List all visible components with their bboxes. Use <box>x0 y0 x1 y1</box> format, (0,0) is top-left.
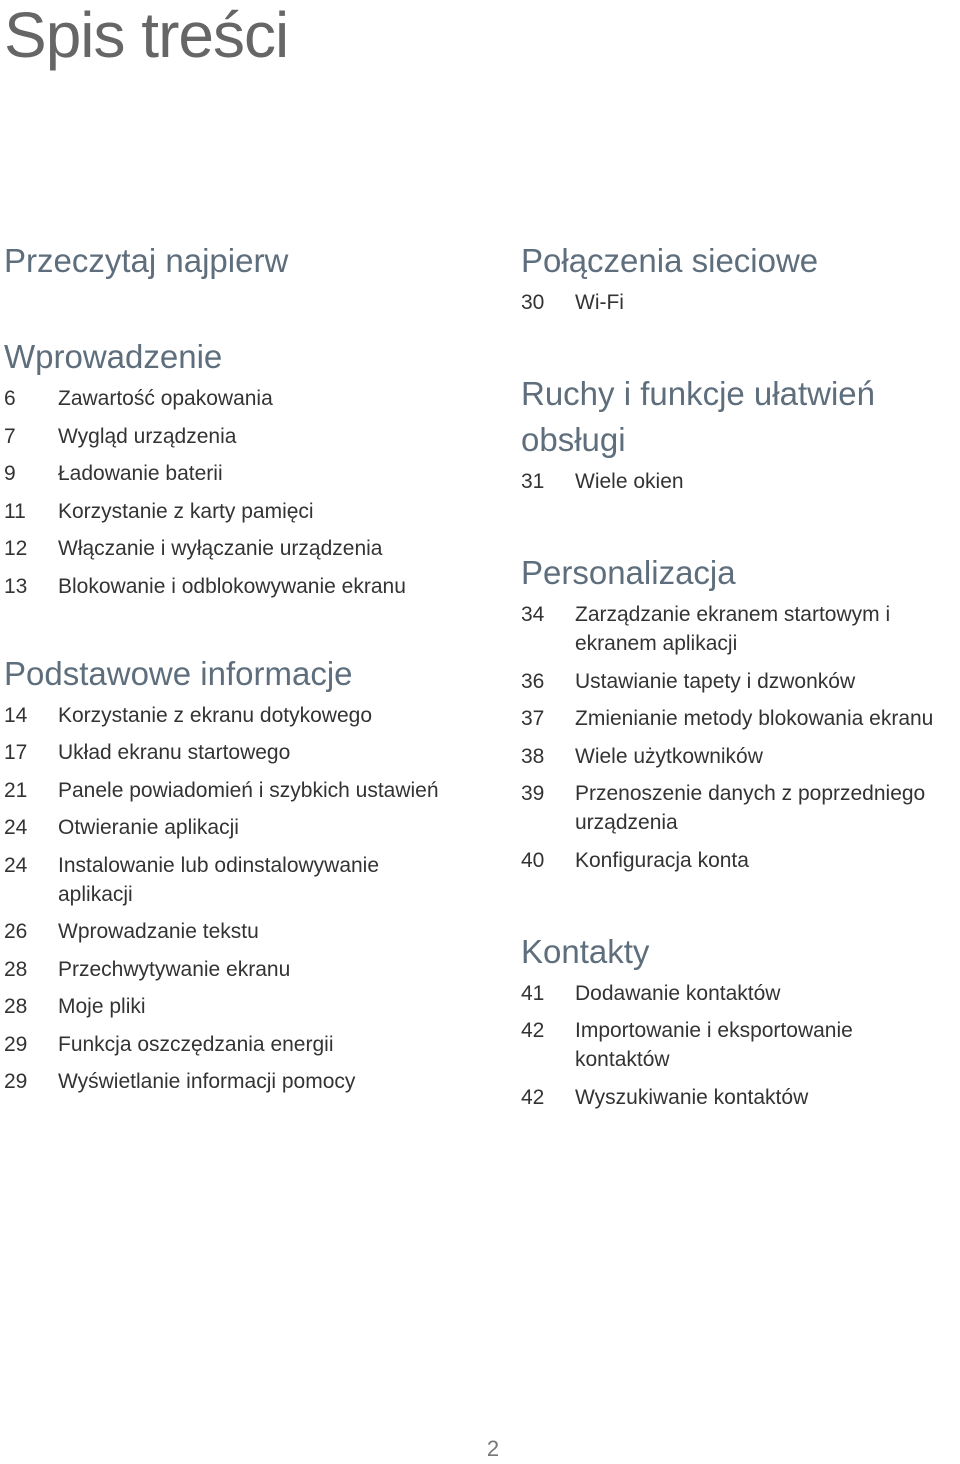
toc-entry[interactable] <box>4 1030 474 1059</box>
toc-entry-title: Wiele użytkowników <box>575 744 763 768</box>
toc-entry[interactable] <box>521 1016 901 1074</box>
toc-entry-title: Dodawanie kontaktów <box>575 981 781 1005</box>
toc-entry[interactable] <box>4 1067 474 1096</box>
toc-entry-title: Przechwytywanie ekranu <box>58 957 291 981</box>
toc-entry[interactable] <box>521 667 960 696</box>
toc-entry-title: Panele powiadomień i szybkich ustawień <box>58 778 439 802</box>
toc-entry-page: 40 <box>521 848 545 872</box>
toc-entry-title: Układ ekranu startowego <box>58 741 291 764</box>
toc-entry-title: Zarządzanie ekranem startowym i ekranem aplikacji <box>575 603 891 655</box>
toc-entry[interactable] <box>4 992 474 1021</box>
toc-entry[interactable] <box>4 534 474 563</box>
toc-entry[interactable] <box>521 779 960 837</box>
toc-entry-title: Instalowanie lub odinstalowywanie aplikacji <box>58 853 380 906</box>
toc-entry-page: 39 <box>521 782 545 805</box>
toc-entry-list <box>521 467 960 496</box>
toc-entry[interactable] <box>521 704 960 733</box>
toc-entry-page: 34 <box>521 603 545 626</box>
toc-entry-page: 12 <box>4 537 28 560</box>
toc-entry-title: Wyświetlanie informacji pomocy <box>58 1070 356 1093</box>
toc-entry[interactable] <box>521 742 960 771</box>
toc-entry-title: Wyszukiwanie kontaktów <box>575 1085 809 1109</box>
toc-entry-title: Zmienianie metody blokowania ekranu <box>575 707 934 730</box>
toc-entry[interactable] <box>4 384 474 413</box>
toc-section-ruchy <box>521 371 960 496</box>
toc-entry-title: Blokowanie i odblokowywanie ekranu <box>58 574 406 598</box>
toc-entry-title: Wygląd urządzenia <box>58 424 237 448</box>
toc-section-polaczenia <box>521 238 960 317</box>
toc-entry[interactable] <box>4 497 474 526</box>
toc-entry[interactable] <box>4 851 424 909</box>
toc-entry-page: 30 <box>521 291 545 314</box>
toc-entry-page: 37 <box>521 707 545 730</box>
toc-entry-title: Funkcja oszczędzania energii <box>58 1032 334 1056</box>
toc-section-podstawowe <box>4 651 474 1097</box>
toc-entry-page: 31 <box>521 470 545 493</box>
toc-entry[interactable] <box>4 813 474 842</box>
toc-entry[interactable] <box>4 955 474 984</box>
section-heading[interactable]: Ruchy i funkcje ułatwień obsługi <box>521 375 876 458</box>
toc-entry[interactable] <box>4 422 474 451</box>
toc-entry-title: Ładowanie baterii <box>58 462 223 485</box>
section-heading[interactable]: Wprowadzenie <box>4 338 223 375</box>
toc-entry-title: Włączanie i wyłączanie urządzenia <box>58 537 383 560</box>
toc-section-przeczytaj <box>4 238 474 284</box>
toc-entry-page: 38 <box>521 744 545 768</box>
toc-entry-list <box>4 384 474 601</box>
toc-left-column <box>4 238 474 1105</box>
toc-entry[interactable] <box>521 846 960 875</box>
toc-entry-title: Ustawianie tapety i dzwonków <box>575 669 856 693</box>
toc-entry-title: Korzystanie z ekranu dotykowego <box>58 703 373 727</box>
toc-entry-page: 28 <box>4 995 28 1018</box>
toc-entry-page: 13 <box>4 574 28 598</box>
toc-entry[interactable] <box>4 917 474 946</box>
toc-entry-page: 28 <box>4 957 28 981</box>
toc-entry-page: 24 <box>4 816 28 839</box>
toc-entry-title: Wi-Fi <box>575 291 624 314</box>
page-title: Spis treści <box>4 0 289 71</box>
toc-entry-page: 9 <box>4 462 16 485</box>
toc-entry-list <box>521 979 960 1112</box>
toc-entry[interactable] <box>521 1083 960 1112</box>
toc-section-personalizacja <box>521 550 960 875</box>
toc-entry-page: 41 <box>521 981 545 1005</box>
toc-entry-page: 26 <box>4 920 28 943</box>
section-heading[interactable]: Podstawowe informacje <box>4 654 353 692</box>
toc-entry-title: Moje pliki <box>58 995 146 1018</box>
toc-entry-title: Wiele okien <box>575 470 684 493</box>
toc-entry-page: 14 <box>4 703 28 727</box>
toc-entry-list <box>521 600 960 875</box>
toc-entry-title: Otwieranie aplikacji <box>58 816 239 839</box>
toc-entry[interactable] <box>521 979 960 1008</box>
toc-entry[interactable] <box>521 467 960 496</box>
toc-entry[interactable] <box>4 572 474 601</box>
toc-entry-page: 29 <box>4 1032 28 1056</box>
toc-entry-list <box>4 701 474 1097</box>
toc-entry-page: 7 <box>4 424 16 448</box>
toc-entry[interactable] <box>521 600 921 658</box>
toc-entry-title: Zawartość opakowania <box>58 387 273 410</box>
toc-entry-page: 6 <box>4 387 16 410</box>
toc-entry-page: 17 <box>4 741 28 764</box>
toc-entry-title: Wprowadzanie tekstu <box>58 920 259 943</box>
section-heading[interactable]: Personalizacja <box>521 554 736 591</box>
section-heading[interactable]: Kontakty <box>521 932 650 970</box>
page-number: 2 <box>486 1436 500 1461</box>
toc-entry-title: Konfiguracja konta <box>575 848 749 872</box>
toc-entry-title: Korzystanie z karty pamięci <box>58 499 314 523</box>
toc-entry-page: 24 <box>4 853 28 877</box>
toc-entry[interactable] <box>4 776 474 805</box>
toc-entry-page: 42 <box>521 1085 545 1109</box>
toc-entry-page: 11 <box>4 499 26 523</box>
toc-right-column <box>521 238 960 1120</box>
toc-entry-page: 42 <box>521 1019 545 1042</box>
toc-entry[interactable] <box>4 738 474 767</box>
section-heading[interactable]: Połączenia sieciowe <box>521 242 819 279</box>
toc-entry-title: Importowanie i eksportowanie kontaktów <box>575 1019 853 1071</box>
toc-entry-page: 29 <box>4 1070 28 1093</box>
toc-section-kontakty <box>521 929 960 1112</box>
toc-entry[interactable] <box>4 459 474 488</box>
toc-section-wprowadzenie <box>4 334 474 601</box>
toc-entry-page: 21 <box>4 778 28 802</box>
toc-entry-page: 36 <box>521 669 545 693</box>
toc-entry-list <box>521 288 960 317</box>
toc-entry[interactable] <box>4 701 474 730</box>
toc-entry-title: Przenoszenie danych z poprzedniego urządzenia <box>575 782 926 834</box>
toc-entry[interactable] <box>521 288 960 317</box>
section-heading[interactable]: Przeczytaj najpierw <box>4 242 289 279</box>
